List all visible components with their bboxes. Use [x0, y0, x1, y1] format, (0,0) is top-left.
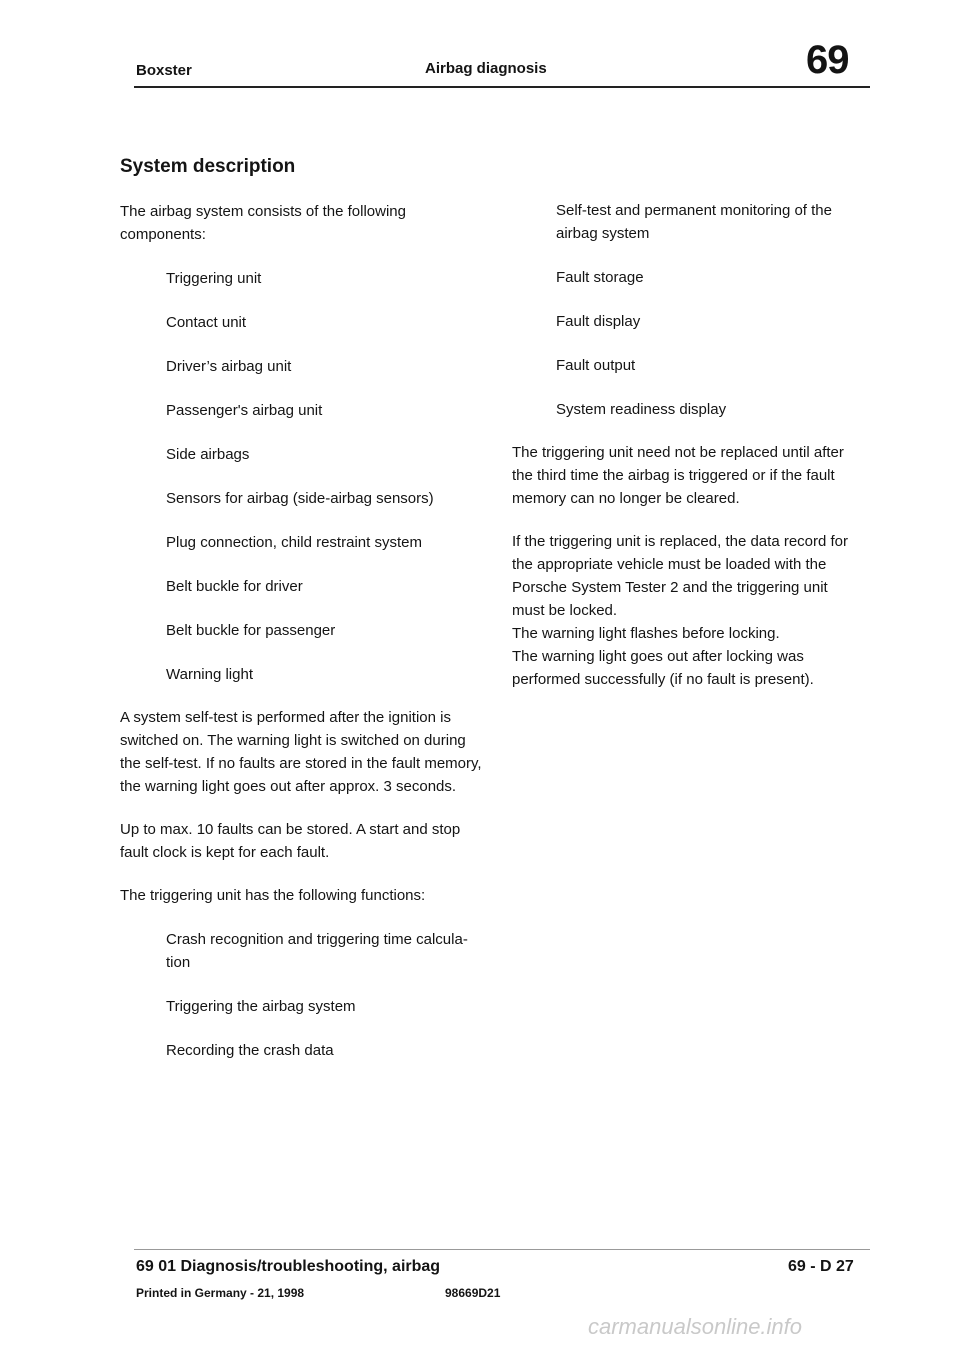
section-title: System description	[120, 156, 296, 177]
footer-printed: Printed in Germany - 21, 1998	[136, 1286, 305, 1300]
footer-page-number: 69 - D 27	[788, 1258, 854, 1275]
function-item: Self-test and permanent monitoring of the airbag system	[556, 202, 832, 242]
function-item: Fault storage	[556, 269, 644, 286]
component-item: Sensors for airbag (side-airbag sensors)	[166, 490, 434, 507]
components-list	[120, 267, 490, 686]
component-item: Belt buckle for passenger	[166, 622, 336, 639]
functions-list-right	[512, 199, 857, 421]
header-divider	[134, 86, 870, 88]
functions-list-left	[120, 928, 490, 1062]
component-item: Belt buckle for driver	[166, 578, 303, 595]
replacement-note: The triggering unit need not be replaced until after the third time the airbag is triggered or if the fault memory can no longer be cleared.	[512, 444, 844, 507]
function-item: Triggering the airbag system	[166, 998, 356, 1015]
component-item: Plug connection, child restraint system	[166, 534, 422, 551]
component-item: Driver’s airbag unit	[166, 358, 292, 375]
header-model: Boxster	[136, 62, 192, 79]
footer-doc-code: 98669D21	[445, 1286, 501, 1300]
component-item: Passenger's airbag unit	[166, 402, 323, 419]
header-chapter: Airbag diagnosis	[425, 60, 547, 77]
components-intro: The airbag system consists of the following components:	[120, 203, 406, 243]
self-test-paragraph: A system self-test is performed after the ignition is switched on. The warning light is switched on during the self-test. If no faults are stored in the fault memory, the warning light goes out after approx. 3 seconds.	[120, 709, 482, 795]
component-item: Triggering unit	[166, 270, 262, 287]
function-item: Crash recognition and triggering time calcula-tion	[166, 931, 468, 971]
right-column	[512, 199, 857, 691]
component-item: Warning light	[166, 666, 253, 683]
left-column	[120, 200, 490, 1062]
locking-instruction: If the triggering unit is replaced, the data record for the appropriate vehicle must be loaded with the Porsche System Tester 2 and the triggering unit must be locked.	[512, 533, 849, 619]
function-item: Fault output	[556, 357, 636, 374]
faults-paragraph: Up to max. 10 faults can be stored. A start and stop fault clock is kept for each fault.	[120, 821, 461, 861]
locking-warning-flash: The warning light flashes before locking.	[512, 625, 780, 642]
function-item: Recording the crash data	[166, 1042, 334, 1059]
function-item: System readiness display	[556, 401, 727, 418]
component-item: Contact unit	[166, 314, 247, 331]
footer-divider	[134, 1249, 870, 1250]
functions-intro: The triggering unit has the following functions:	[120, 887, 426, 904]
header-group-number: 69	[806, 38, 849, 82]
footer-title: 69 01 Diagnosis/troubleshooting, airbag	[136, 1258, 441, 1275]
function-item: Fault display	[556, 313, 641, 330]
locking-warning-off: The warning light goes out after locking was performed successfully (if no fault is present).	[512, 648, 814, 688]
component-item: Side airbags	[166, 446, 250, 463]
watermark: carmanualsonline.info	[588, 1314, 803, 1339]
